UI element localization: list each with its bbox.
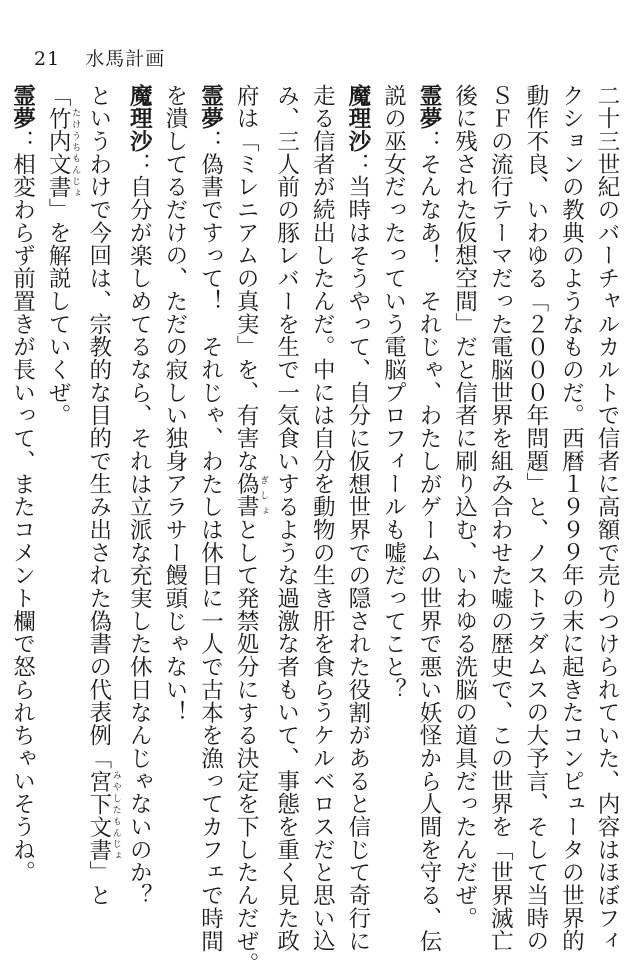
text-line — [268, 84, 304, 953]
speaker-name: 霊夢 — [197, 84, 224, 130]
text-line — [482, 84, 518, 953]
line-text: ：偽書ですって！ それじゃ、わたしは休日に一人で古本を漁ってカフェで時間 — [197, 129, 224, 953]
line-text: 動作不良、いわゆる「２０００年問題」と、ノストラダムスの大予言、そして当時の — [522, 84, 549, 953]
text-line — [156, 84, 192, 874]
text-line — [446, 84, 482, 930]
line-text: クションの教典のようなものだ。西暦１９９９年の末に起きたコンピュータの世界的 — [558, 84, 585, 953]
line-text: ：そんなあ！ それじゃ、わたしがゲームの世界で悪い妖怪から人間を守る、伝 — [416, 129, 443, 953]
line-text: 」を解説していくぜ。 — [45, 198, 72, 427]
line-text: 説の巫女だったっていう電脳プロフィールも嘘だってこと？ — [380, 84, 407, 701]
text-line — [227, 84, 269, 975]
speaker-name: 霊夢 — [9, 84, 36, 130]
vertical-body-text — [9, 84, 624, 975]
furigana-reading: みやしたもんじょ — [110, 769, 121, 861]
line-text: 二十三世紀のバーチャルカルトで信者に高額で売りつけられていた、内容はほぼフィ — [594, 84, 620, 953]
speaker-name: 魔理沙 — [344, 84, 371, 153]
ruby-base: 偽書 — [233, 472, 260, 519]
text-line — [40, 84, 81, 874]
dialogue-line — [339, 84, 375, 953]
line-text: み、三人前の豚レバーを生で一気食いするような過激な者もいて、事態を重く見た政 — [273, 84, 300, 953]
ruby-base: 宮下文書 — [85, 769, 112, 861]
line-text: を潰してるだけの、ただの寂しい独身アラサー饅頭じゃない！ — [161, 84, 188, 724]
ruby-base: 竹内文書 — [45, 106, 72, 199]
ruby-annotated-word — [233, 472, 269, 519]
line-text: ：自分が楽しめてるなら、それは立派な充実した休日なんじゃないのか？ — [126, 152, 153, 907]
dialogue-line — [0, 84, 4, 874]
text-line — [588, 84, 624, 953]
line-text: 走る信者が続出したんだ。中には自分を動物の生き肝を食らうケルベロスだと思い込 — [309, 84, 336, 953]
line-text: として発禁処分にする決定を下したんだぜ。 — [233, 518, 260, 975]
ruby-annotated-word — [45, 106, 81, 199]
line-text: 後に残された仮想空間」だと信者に刷り込む、いわゆる洗脳の道具だったんだぜ。 — [451, 84, 478, 930]
text-line — [517, 84, 553, 953]
dialogue-line — [4, 84, 40, 884]
text-line — [375, 84, 411, 874]
line-text: ：相変わらず前置きが長いって、またコメント欄で怒られちゃいそうね。 — [9, 129, 36, 884]
text-line — [80, 84, 121, 907]
furigana-reading: ぎしょ — [258, 472, 269, 519]
line-text: 」と — [85, 860, 112, 907]
line-text: ＳＦの流行テーマだった電脳世界を組み合わせた嘘の歴史で、この世界を「世界滅亡 — [487, 84, 514, 953]
speaker-name: 霊夢 — [416, 84, 443, 130]
ruby-annotated-word — [85, 769, 121, 861]
line-text: というわけで今回は、宗教的な目的で生み出された偽書の代表例「 — [85, 84, 112, 770]
page-number: 21 — [34, 48, 61, 70]
speaker-name: 魔理沙 — [126, 84, 153, 153]
furigana-reading: たけうちもんじょ — [70, 106, 81, 199]
dialogue-line — [410, 84, 446, 953]
line-text: 「 — [45, 84, 72, 107]
dialogue-line — [192, 84, 228, 953]
line-text: 府は「ミレニアムの真実」を、有害な — [233, 84, 260, 473]
chapter-title: 水馬計画 — [85, 48, 166, 70]
line-text: ：当時はそうやって、自分に仮想世界での隠された役割があると信じて奇行に — [344, 152, 371, 953]
text-line — [553, 84, 589, 953]
text-line — [304, 84, 340, 953]
running-header — [34, 44, 165, 71]
dialogue-line — [121, 84, 157, 907]
